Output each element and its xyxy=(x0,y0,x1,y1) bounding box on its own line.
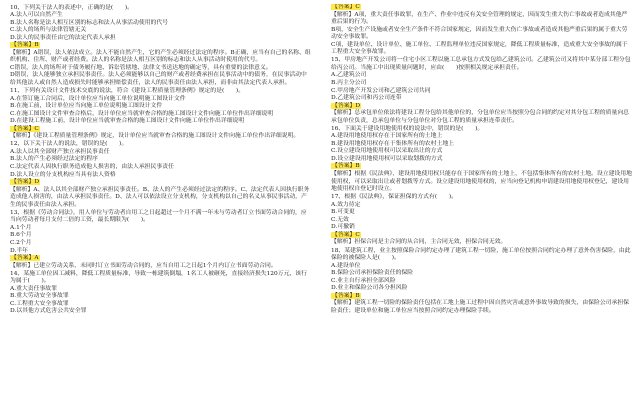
option-line: A.1个月 xyxy=(10,224,32,231)
option-line: A.效力待定 xyxy=(331,201,361,208)
answer-label: 【答案】A xyxy=(11,255,39,262)
option-line: A.法人以其全部财产独立承担民事责任 xyxy=(10,148,110,155)
question-stem: 10、下列关于法人的表述中，正确的是( )。 xyxy=(10,4,134,11)
answer-line xyxy=(10,255,311,263)
option-line: C.2个月 xyxy=(10,239,32,246)
explanation-text: C项，建设单位、设计单位、施工单位、工程监理单位违反国家规定，降低工程质量标准，造成重大安全事故的属于工程重大安全事故罪。 xyxy=(331,41,628,56)
option-line: B.6个月 xyxy=(10,232,32,239)
option-line: D.以其他方式危害公共安全罪 xyxy=(10,308,87,315)
answer-line xyxy=(331,4,632,12)
explanation-text: D错误，法人能够独立承担民事责任。法人必须能够以自己的财产或者经费承担在民事活动中的债务，在民事活动中给其他法人或自然人造成损失时能够承担赔偿责任，法人的民事责任由法人承担，而非由其法定代表人承担。 xyxy=(10,72,307,86)
question-stem: 17、根据《民法典》，保证担保的方式有( )。 xyxy=(331,194,457,201)
option-line: A.乙建筑公司 xyxy=(331,72,367,79)
answer-line xyxy=(10,42,311,50)
option-line: B.法人的产生必须经过法定的程序 xyxy=(10,156,98,163)
explanation-text: 【解析】已建立劳动关系，未同时订立书面劳动合同的，应当自用工之日起1个月内订立书面劳动合同。 xyxy=(10,262,277,269)
option-line: C.法定代表人因执行职务造成他人损害的，由法人承担民事责任 xyxy=(10,163,174,170)
explanation-text: 【解析】总承包单位依法将建设工程分包给其他单位的，分包单位应当按照分包合同的约定对其分包工程的质量向总承包单位负责，总承包单位与分包单位对分包工程的质量承担连带责任。 xyxy=(331,110,630,124)
option-line: C.业主自行承担全部风险 xyxy=(331,277,396,284)
option-line: D.可撤销 xyxy=(331,224,355,231)
explanation-text: 【解析】担保合同是主合同的从合同，主合同无效，担保合同无效。 xyxy=(331,239,507,246)
explanation-text: 【解析】A项，重大责任事故罪，在生产、作业中违反有关安全管理的规定，因而发生重大伤亡事故或者造成其他严重后果的行为。 xyxy=(331,11,628,26)
right-column xyxy=(323,4,632,412)
option-line: B.法人名称是法人相互区别的标志和法人从事活动使用的代号 xyxy=(10,19,169,26)
question-stem: 12、以下关于法人的说法，错误的是( )。 xyxy=(10,141,128,148)
option-line: A.在签订施工合同后，设计单位应当向施工单位说明施工图设计文件 xyxy=(10,95,186,102)
option-line: B.丙主分公司 xyxy=(331,79,367,86)
option-line: D.半年 xyxy=(10,247,29,254)
option-line: D.设立建设用地使用权可以采取划拨的方式 xyxy=(331,155,443,162)
option-line: B.可变更 xyxy=(331,209,355,216)
question-stem: 14、某施工单位因工减料，降低工程质量标准，导致一栋建筑倒塌，1名工人被砸死，直接经济损失120万元，该行为属于( )。 xyxy=(10,270,307,285)
left-column xyxy=(10,4,323,412)
option-line: C.法人的场所与法律管辖无关 xyxy=(10,27,87,34)
explanation-text: 【解析】A、法人以其全部财产独立承担民事责任。B、法人的产生必须经过法定的程序。C、法定代表人因执行职务造成他人损害的，由法人承担民事责任。D、法人可以依法设立分支机构，分支机构以自己的名义从事民事活动，产生的民事责任由法人承担。 xyxy=(10,186,310,208)
option-line: B.建设用地使用权存在于集体所有的农村土地上 xyxy=(331,140,455,147)
answer-label: 【答案】C xyxy=(11,125,39,132)
answer-line xyxy=(331,163,632,171)
answer-label: 【答案】D xyxy=(11,179,40,186)
option-line: A.重大责任事故罪 xyxy=(10,285,57,292)
option-line: C.在施工图设计文件审查合格后，设计单位应当就审查合格的施工图设计文件向施工单位作出详细说明 xyxy=(10,110,274,117)
question-stem: 18、某建筑工程，业主按照保险合同约定办理了建筑工程一切险，施工单位按照合同约定办理了意外伤害保险，由此保险的被保险人是( )。 xyxy=(331,247,631,262)
question-stem: 16、下面关于建设用地使用权的说法中，错误的是( )。 xyxy=(331,125,484,132)
option-line: B.在施工前，设计单位应当向施工单位说明施工图设计文件 xyxy=(10,103,163,110)
answer-label: 【答案】C xyxy=(332,231,360,238)
option-line: C.工程重大安全事故罪 xyxy=(10,300,69,307)
option-line: D.业主和保险公司各分担风险 xyxy=(331,285,408,292)
option-line: C.无效 xyxy=(331,216,349,223)
option-line: B.重大劳动安全事故罪 xyxy=(10,293,69,300)
answer-label: 【答案】B xyxy=(332,163,360,170)
explanation-text: C错误，法人的场所对于债务履行地、诉讼管辖地、法律文书送达地的确定等，具有重要的法律意义。 xyxy=(10,64,272,71)
option-line: D.在建设工程施工前，设计单位应当就审查合格的施工图设计文件向施工单位作出详细说明 xyxy=(10,118,245,125)
question-stem: 13、根据《劳动合同法》，用人单位与劳动者自用工之日起超过一个月不满一年未与劳动者订立书面劳动合同的，应当向劳动者每月支付二倍的工资，最长期限为( )。 xyxy=(10,209,307,224)
option-line: A.建设用地使用权存在于国家所有的土地上 xyxy=(331,133,443,140)
answer-label: 【答案】C xyxy=(332,4,360,10)
question-stem: 11、下列有关设计文件技术交底的说法，符合《建设工程质量管理条例》规定的是( )。 xyxy=(10,88,245,95)
option-line: D.法人的民事责任由它的法定代表人承担 xyxy=(10,34,116,41)
option-line: D.法人设立的分支机构应当具有法人资格 xyxy=(10,171,116,178)
answer-line xyxy=(10,179,311,187)
answer-label: 【答案】B xyxy=(11,42,39,49)
question-stem: 15、甲房地产开发公司将一住宅小区工程以施工总承包方式发包给乙建筑公司。乙建筑公司又将其中某分部工程分包给丙公司。当施工中出现质量问题时，应由( )按照相关规定承担责任。 xyxy=(331,57,631,71)
option-line: A.法人可以自然产生 xyxy=(10,12,63,19)
option-line: B.保险公司承担保险责任的保险 xyxy=(331,270,414,277)
explanation-text: 【解析】《建设工程质量管理条例》规定，设计单位应当就审查合格的施工图设计文件向施工单位作出详细说明。 xyxy=(10,133,300,140)
explanation-text: B项，安全生产设施或者安全生产条件不符合国家规定，因而发生重大伤亡事故或者造成其他严重后果的属于重大劳动安全事故罪。 xyxy=(331,26,628,41)
answer-label: 【答案】D xyxy=(332,102,361,109)
explanation-text: 【解析】建筑工程一切险的保险责任包括在工地上施工过程中因自然灾害或意外事故导致的损失，由保险公司承担保险责任；建设单位和施工单位应当按照合同约定办理保险手续。 xyxy=(331,300,630,314)
option-line: D.乙建筑公司和丙公司连带 xyxy=(331,95,402,102)
explanation-text: 【解析】根据《民法典》，建设用地使用权只能存在于国家所有的土地上，不包括集体所有的农村土地。设立建设用地使用权，可以采取出让或者划拨等方式。设立建设用地使用权的，应当向登记机构申请建设用地使用权登记，建设用地使用权自登记时设立。 xyxy=(331,171,632,193)
answer-label: 【答案】B xyxy=(332,292,360,299)
option-line: C.设立建设用地使用权可以采取出让的方式 xyxy=(331,148,443,155)
option-line: C.甲房地产开发公司和乙建筑公司共同 xyxy=(331,87,431,94)
explanation-text: 【解析】A错误，法人依法成立。法人不能自然产生，它的产生必须经过法定的程序。B正确，应当有自己的名称、组织机构、住所、财产或者经费。法人的名称是法人相互区别的标志和法人从事活动时使用的代号。 xyxy=(10,49,311,64)
option-line: A.建设单位 xyxy=(331,262,361,269)
